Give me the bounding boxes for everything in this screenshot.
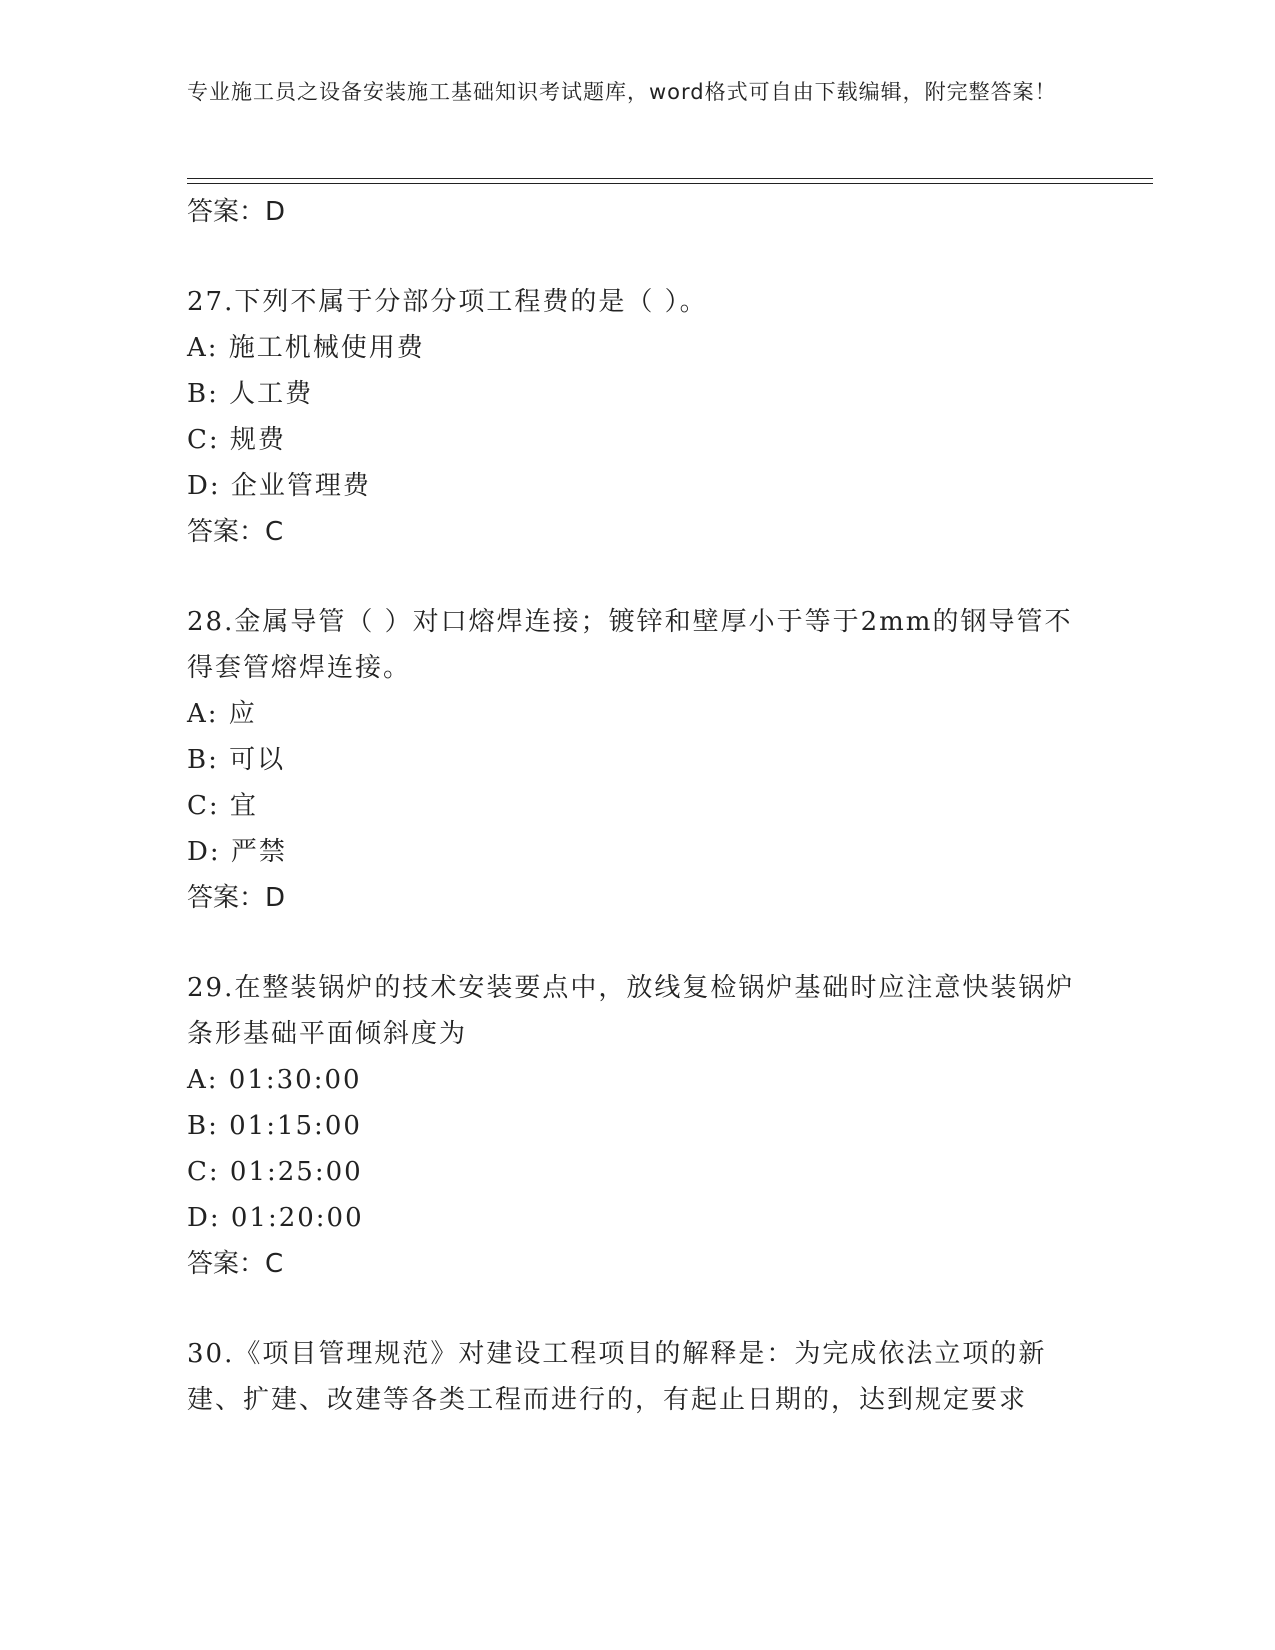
option-b: B: 可以 bbox=[187, 745, 286, 775]
previous-answer: 答案：D bbox=[187, 197, 286, 227]
answer-line: 答案：C bbox=[187, 1249, 284, 1279]
option-d: D: 严禁 bbox=[187, 837, 287, 867]
answer-line: 答案：C bbox=[187, 517, 284, 547]
header-divider-bottom bbox=[187, 183, 1153, 184]
option-c: C: 宜 bbox=[187, 791, 258, 821]
question-30 bbox=[187, 1331, 1087, 1423]
question-text: 27.下列不属于分部分项工程费的是（ ）。 bbox=[187, 287, 708, 317]
option-b: B: 人工费 bbox=[187, 379, 314, 409]
header-divider-top bbox=[187, 178, 1153, 179]
question-27 bbox=[187, 279, 1087, 555]
question-29 bbox=[187, 965, 1087, 1287]
option-b: B: 01:15:00 bbox=[187, 1111, 362, 1141]
option-a: A: 01:30:00 bbox=[187, 1065, 362, 1095]
option-a: A: 施工机械使用费 bbox=[187, 333, 425, 363]
option-d: D: 企业管理费 bbox=[187, 471, 371, 501]
option-c: C: 01:25:00 bbox=[187, 1157, 363, 1187]
question-text: 30.《项目管理规范》对建设工程项目的解释是：为完成依法立项的新建、扩建、改建等各类工程而进行的，有起止日期的，达到规定要求 bbox=[187, 1339, 1047, 1415]
question-list bbox=[187, 189, 1087, 1423]
answer-line: 答案：D bbox=[187, 883, 286, 913]
question-28 bbox=[187, 599, 1087, 921]
option-d: D: 01:20:00 bbox=[187, 1203, 364, 1233]
question-text: 29.在整装锅炉的技术安装要点中，放线复检锅炉基础时应注意快装锅炉条形基础平面倾斜度为 bbox=[187, 973, 1075, 1049]
option-a: A: 应 bbox=[187, 699, 257, 729]
option-c: C: 规费 bbox=[187, 425, 286, 455]
question-text: 28.金属导管（ ）对口熔焊连接；镀锌和壁厚小于等于2mm的钢导管不得套管熔焊连接。 bbox=[187, 607, 1073, 683]
document-header: 专业施工员之设备安装施工基础知识考试题库，word格式可自由下载编辑，附完整答案！ bbox=[187, 80, 1057, 104]
